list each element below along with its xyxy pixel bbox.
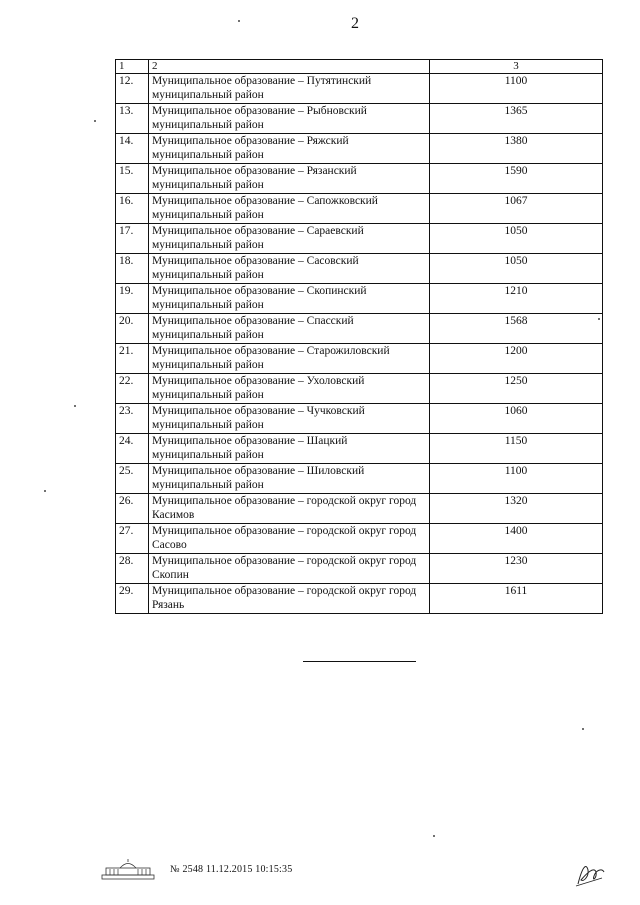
separator-line [303,661,416,662]
municipality-name-cell: Муниципальное образование – городской округ город Сасово [149,524,430,554]
row-number-cell: 13. [116,104,149,134]
value-cell: 1320 [430,494,603,524]
table-row [116,254,603,284]
municipality-name-cell: Муниципальное образование – городской округ город Касимов [149,494,430,524]
value-cell: 1400 [430,524,603,554]
value-cell: 1200 [430,344,603,374]
table-row [116,584,603,614]
table-row [116,194,603,224]
row-number-cell: 15. [116,164,149,194]
table-row [116,314,603,344]
row-number-cell: 12. [116,74,149,104]
municipality-name-cell: Муниципальное образование – Ряжский муниципальный район [149,134,430,164]
value-cell: 1050 [430,254,603,284]
row-number-cell: 26. [116,494,149,524]
scan-speck [94,120,96,122]
row-number-cell: 20. [116,314,149,344]
municipality-name-cell: Муниципальное образование – Путятинский муниципальный район [149,74,430,104]
municipality-name-cell: Муниципальное образование – Сараевский муниципальный район [149,224,430,254]
row-number-cell: 17. [116,224,149,254]
value-cell: 1611 [430,584,603,614]
value-cell: 1568 [430,314,603,344]
row-number-cell: 22. [116,374,149,404]
value-cell: 1150 [430,434,603,464]
value-cell: 1230 [430,554,603,584]
scan-speck [74,405,76,407]
municipality-name-cell: Муниципальное образование – городской округ город Скопин [149,554,430,584]
municipality-name-cell: Муниципальное образование – Ухоловский муниципальный район [149,374,430,404]
value-cell: 1067 [430,194,603,224]
row-number-cell: 24. [116,434,149,464]
municipality-name-cell: Муниципальное образование – Рязанский муниципальный район [149,164,430,194]
table-row [116,404,603,434]
table-row [116,164,603,194]
municipality-name-cell: Муниципальное образование – Чучковский муниципальный район [149,404,430,434]
table-row [116,344,603,374]
scan-speck [238,20,240,22]
municipality-name-cell: Муниципальное образование – Старожиловский муниципальный район [149,344,430,374]
row-number-cell: 28. [116,554,149,584]
row-number-cell: 16. [116,194,149,224]
row-number-cell: 21. [116,344,149,374]
municipality-name-cell: Муниципальное образование – Скопинский муниципальный район [149,284,430,314]
municipality-name-cell: Муниципальное образование – Шиловский муниципальный район [149,464,430,494]
scan-speck [44,490,46,492]
value-cell: 1210 [430,284,603,314]
allocation-table [115,59,603,614]
municipality-name-cell: Муниципальное образование – Шацкий муниципальный район [149,434,430,464]
table-row [116,554,603,584]
row-number-cell: 23. [116,404,149,434]
page-number: 2 [351,15,359,32]
value-cell: 1050 [430,224,603,254]
table-row [116,104,603,134]
table-row [116,494,603,524]
table-row [116,224,603,254]
value-cell: 1100 [430,74,603,104]
scan-speck [582,728,584,730]
header-cell-3: 3 [430,60,603,74]
row-number-cell: 25. [116,464,149,494]
value-cell: 1380 [430,134,603,164]
row-number-cell: 18. [116,254,149,284]
scan-speck [433,835,435,837]
row-number-cell: 27. [116,524,149,554]
row-number-cell: 29. [116,584,149,614]
value-cell: 1590 [430,164,603,194]
header-cell-1: 1 [116,60,149,74]
value-cell: 1060 [430,404,603,434]
table-row [116,374,603,404]
table-row [116,464,603,494]
municipality-name-cell: Муниципальное образование – городской округ город Рязань [149,584,430,614]
table-row [116,134,603,164]
municipality-name-cell: Муниципальное образование – Рыбновский муниципальный район [149,104,430,134]
municipality-name-cell: Муниципальное образование – Сапожковский муниципальный район [149,194,430,224]
document-footer [100,858,292,880]
value-cell: 1365 [430,104,603,134]
header-cell-2: 2 [149,60,430,74]
table-row [116,74,603,104]
municipality-name-cell: Муниципальное образование – Сасовский муниципальный район [149,254,430,284]
value-cell: 1250 [430,374,603,404]
government-building-logo-icon [100,858,156,880]
signature-mark [572,858,608,890]
value-cell: 1100 [430,464,603,494]
registration-stamp-text: № 2548 11.12.2015 10:15:35 [170,863,293,875]
table-header-row [116,60,603,74]
table-row [116,434,603,464]
table-row [116,284,603,314]
row-number-cell: 19. [116,284,149,314]
table-row [116,524,603,554]
municipality-name-cell: Муниципальное образование – Спасский муниципальный район [149,314,430,344]
scan-speck [598,318,600,320]
row-number-cell: 14. [116,134,149,164]
